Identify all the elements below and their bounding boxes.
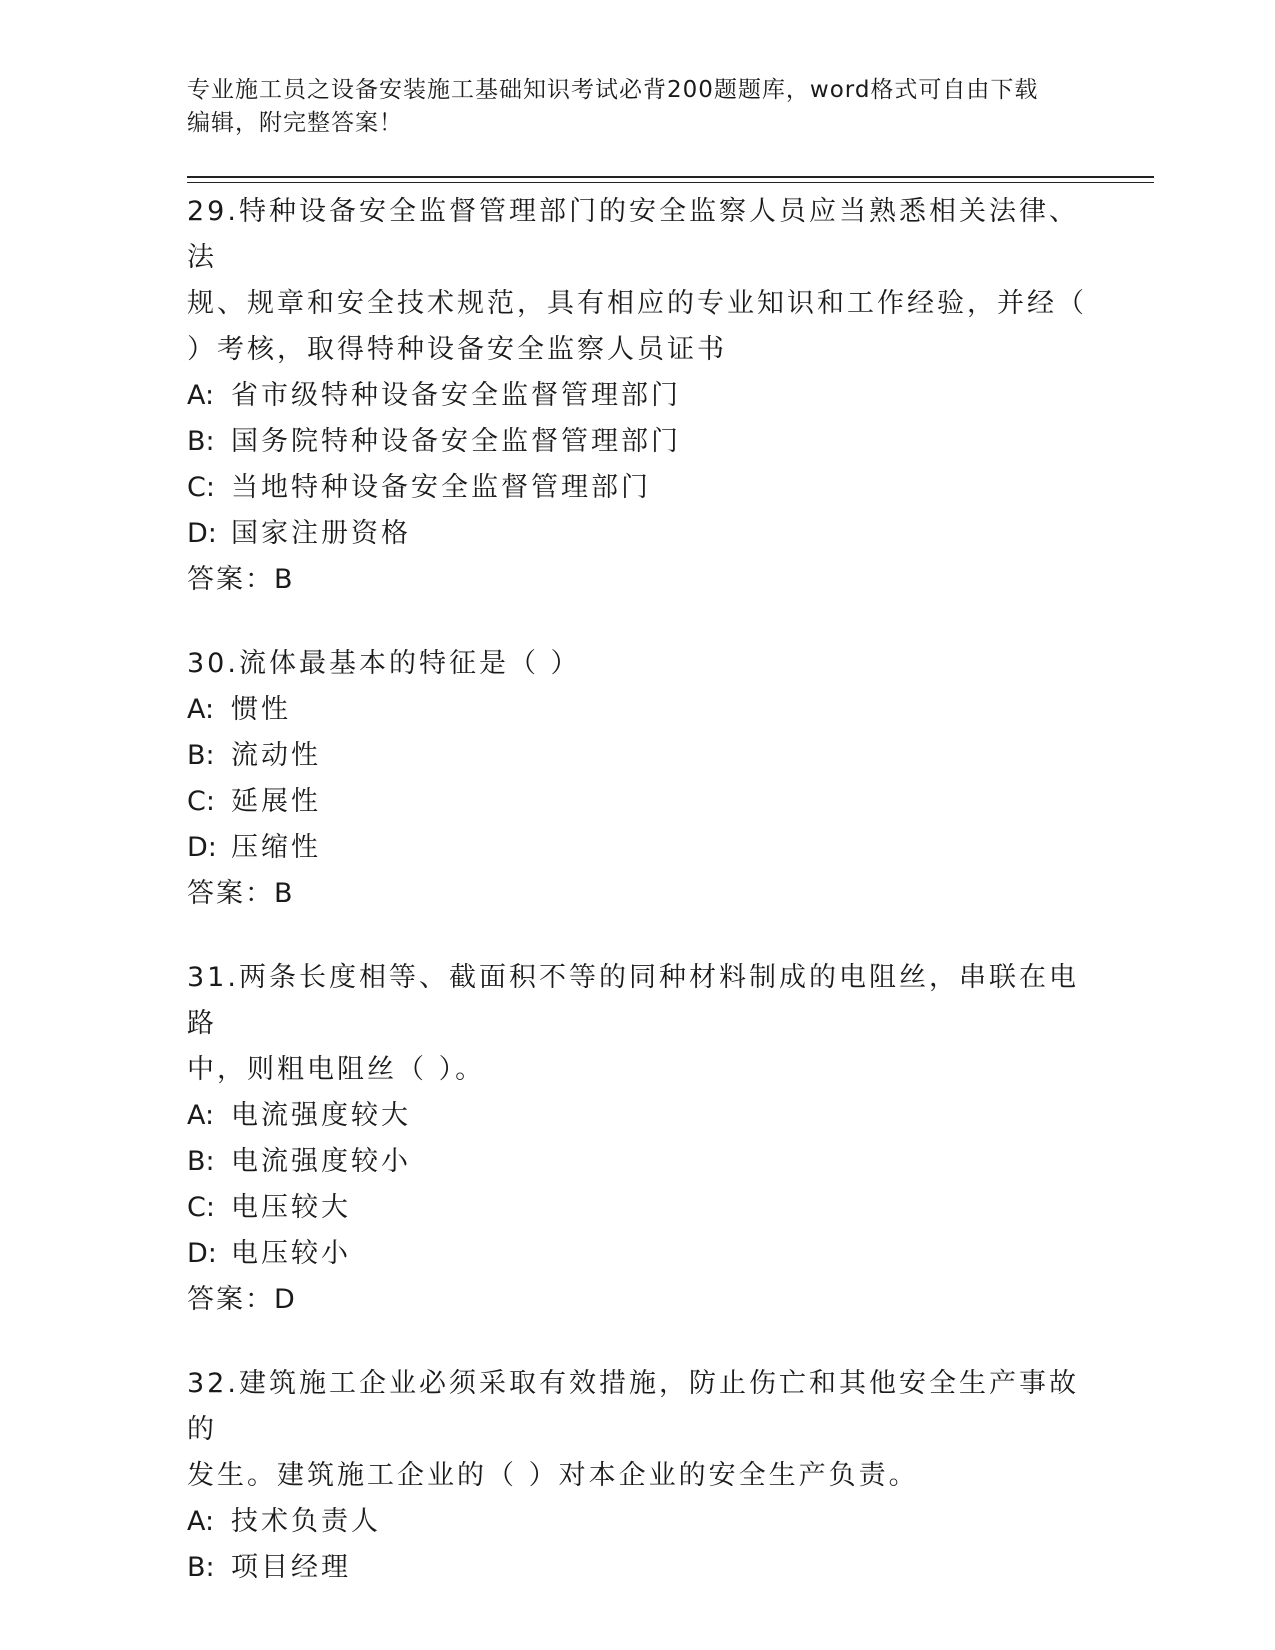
option-key: A: bbox=[187, 380, 215, 411]
question-list bbox=[187, 189, 1087, 1629]
option-key: A: bbox=[187, 694, 215, 725]
question-stem bbox=[187, 1361, 1087, 1499]
option-a bbox=[187, 373, 1087, 419]
option-c bbox=[187, 465, 1087, 511]
question-32 bbox=[187, 1361, 1087, 1591]
option-d bbox=[187, 825, 1087, 871]
option-text: 当地特种设备安全监督管理部门 bbox=[231, 472, 651, 503]
option-c bbox=[187, 779, 1087, 825]
option-text: 电流强度较大 bbox=[231, 1100, 411, 1131]
option-key: D: bbox=[187, 518, 217, 549]
option-d bbox=[187, 1231, 1087, 1277]
option-text: 国家注册资格 bbox=[231, 518, 411, 549]
answer-label: 答案： bbox=[187, 878, 274, 909]
answer-line bbox=[187, 871, 1087, 917]
option-key: B: bbox=[187, 1146, 215, 1177]
answer-value: D bbox=[274, 1284, 296, 1315]
option-a bbox=[187, 1499, 1087, 1545]
answer-label: 答案： bbox=[187, 1284, 274, 1315]
option-text: 国务院特种设备安全监督管理部门 bbox=[231, 426, 681, 457]
question-30 bbox=[187, 641, 1087, 917]
header-line-1: 专业施工员之设备安装施工基础知识考试必背200题题库，word格式可自由下载 bbox=[187, 77, 1039, 103]
header-line-2: 编辑，附完整答案！ bbox=[187, 110, 403, 136]
option-key: A: bbox=[187, 1506, 215, 1537]
stem-line: 发生。建筑施工企业的（ ）对本企业的安全生产负责。 bbox=[187, 1460, 919, 1491]
stem-line: 31.两条长度相等、截面积不等的同种材料制成的电阻丝，串联在电路 bbox=[187, 962, 1079, 1039]
question-stem bbox=[187, 641, 1087, 687]
option-text: 电流强度较小 bbox=[231, 1146, 411, 1177]
option-text: 电压较小 bbox=[231, 1238, 351, 1269]
option-key: B: bbox=[187, 426, 215, 457]
option-text: 惯性 bbox=[231, 694, 291, 725]
option-text: 项目经理 bbox=[231, 1552, 351, 1583]
option-key: B: bbox=[187, 1552, 215, 1583]
question-29 bbox=[187, 189, 1087, 603]
option-text: 延展性 bbox=[231, 786, 321, 817]
answer-line bbox=[187, 1277, 1087, 1323]
option-key: D: bbox=[187, 832, 217, 863]
stem-line: 32.建筑施工企业必须采取有效措施，防止伤亡和其他安全生产事故的 bbox=[187, 1368, 1079, 1445]
option-key: A: bbox=[187, 1100, 215, 1131]
header-divider-thick bbox=[187, 176, 1154, 178]
option-b bbox=[187, 419, 1087, 465]
stem-line: ）考核，取得特种设备安全监察人员证书 bbox=[187, 334, 727, 365]
option-key: C: bbox=[187, 1192, 215, 1223]
answer-line bbox=[187, 557, 1087, 603]
option-a bbox=[187, 687, 1087, 733]
option-key: C: bbox=[187, 786, 215, 817]
stem-line: 规、规章和安全技术规范，具有相应的专业知识和工作经验，并经（ bbox=[187, 288, 1087, 319]
answer-label: 答案： bbox=[187, 564, 274, 595]
option-text: 电压较大 bbox=[231, 1192, 351, 1223]
option-text: 流动性 bbox=[231, 740, 321, 771]
option-b bbox=[187, 1545, 1087, 1591]
option-text: 压缩性 bbox=[231, 832, 321, 863]
option-a bbox=[187, 1093, 1087, 1139]
document-header bbox=[187, 74, 1067, 140]
question-31 bbox=[187, 955, 1087, 1323]
option-c bbox=[187, 1185, 1087, 1231]
question-stem bbox=[187, 189, 1087, 373]
stem-line: 中，则粗电阻丝（ ）。 bbox=[187, 1054, 486, 1085]
option-key: C: bbox=[187, 472, 215, 503]
option-d bbox=[187, 511, 1087, 557]
stem-line: 30.流体最基本的特征是（ ） bbox=[187, 648, 581, 679]
option-text: 省市级特种设备安全监督管理部门 bbox=[231, 380, 681, 411]
answer-value: B bbox=[274, 564, 294, 595]
option-b bbox=[187, 733, 1087, 779]
option-key: B: bbox=[187, 740, 215, 771]
option-text: 技术负责人 bbox=[231, 1506, 381, 1537]
header-divider-thin bbox=[187, 182, 1154, 183]
option-key: D: bbox=[187, 1238, 217, 1269]
answer-value: B bbox=[274, 878, 294, 909]
option-b bbox=[187, 1139, 1087, 1185]
stem-line: 29.特种设备安全监督管理部门的安全监察人员应当熟悉相关法律、法 bbox=[187, 196, 1079, 273]
question-stem bbox=[187, 955, 1087, 1093]
